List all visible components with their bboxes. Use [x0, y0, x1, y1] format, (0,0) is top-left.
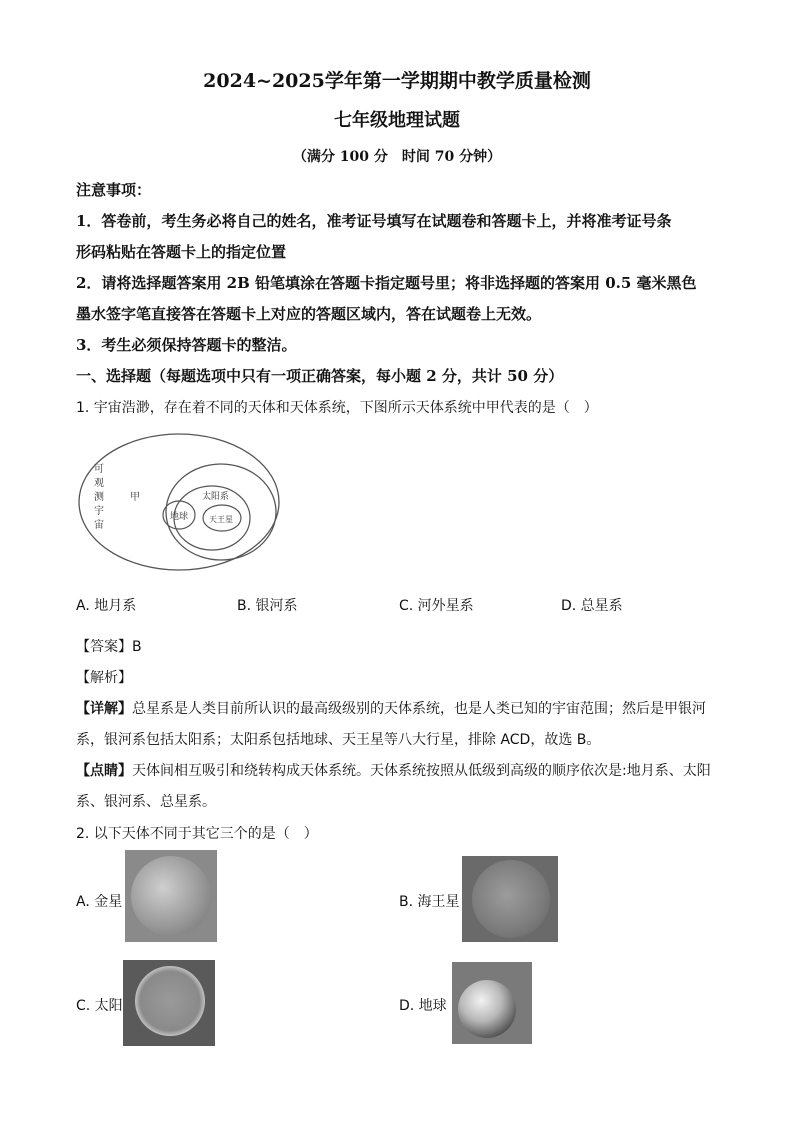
- solar-system-label: 太阳系: [202, 492, 230, 502]
- exam-title: 2024~2025学年第一学期期中教学质量检测: [203, 70, 591, 92]
- outer-label-char-5: 宙: [94, 520, 104, 531]
- outer-label-char-3: 测: [94, 492, 104, 503]
- q2-option-b: B. 海王星: [399, 894, 460, 910]
- detail-line-2: 系，银河系包括太阳系；太阳系包括地球、天王星等八大行星，排除 ACD，故选 B。: [76, 732, 601, 748]
- q1-option-a: A. 地月系: [76, 598, 137, 614]
- q1-option-d: D. 总星系: [561, 598, 623, 614]
- notice-line-2: 2．请将选择题答案用 2B 铅笔填涂在答题卡指定题号里；将非选择题的答案用 0.5 毫米黑色: [76, 274, 697, 292]
- point-line-2: 系、银河系、总星系。: [76, 794, 216, 810]
- notice-heading: 注意事项：: [76, 181, 152, 199]
- answer-label: 【答案】: [76, 639, 132, 655]
- question-1-stem: 1. 宇宙浩渺，存在着不同的天体和天体系统，下图所示天体系统中甲代表的是（ ）: [76, 400, 598, 416]
- answer-line: [76, 636, 142, 656]
- venus-disc: [131, 856, 211, 936]
- q1-option-b: B. 银河系: [237, 598, 298, 614]
- point-label: 【点睛】: [76, 763, 132, 779]
- detail-label: 【详解】: [76, 701, 132, 717]
- analysis-label: 【解析】: [76, 670, 132, 686]
- notice-line-1: 1．答卷前，考生务必将自己的姓名，准考证号填写在试题卷和答题卡上，并将准考证号条: [76, 212, 672, 230]
- uranus-label: 天王星: [209, 515, 233, 524]
- notice-line-3: 3．考生必须保持答题卡的整洁。: [76, 336, 297, 354]
- notice-line-2b: 墨水签字笔直接答在答题卡上对应的答题区域内，答在试题卷上无效。: [76, 305, 542, 323]
- neptune-photo: [462, 856, 558, 942]
- detail-text-1: 总星系是人类目前所认识的最高级级别的天体系统，也是人类已知的宇宙范围；然后是甲银河: [132, 701, 706, 717]
- venus-photo: [125, 850, 217, 942]
- outer-label-char-1: 可: [94, 464, 104, 475]
- sun-disc: [135, 966, 205, 1036]
- answer-value: B: [132, 639, 142, 655]
- q1-option-c: C. 河外星系: [399, 598, 474, 614]
- question-2-stem: 2. 以下天体不同于其它三个的是（ ）: [76, 826, 318, 842]
- earth-disc: [458, 980, 516, 1038]
- notice-line-1b: 形码粘贴在答题卡上的指定位置: [76, 243, 287, 261]
- q2-option-a: A. 金星: [76, 894, 123, 910]
- detail-line-1: [76, 698, 706, 718]
- q2-option-c: C. 太阳: [76, 998, 123, 1014]
- outer-label-char-2: 观: [94, 478, 104, 489]
- earth-label: 地球: [170, 512, 189, 522]
- celestial-system-diagram: [76, 426, 286, 586]
- section-heading: 一、选择题（每题选项中只有一项正确答案，每小题 2 分，共计 50 分）: [76, 367, 564, 385]
- neptune-disc: [472, 860, 550, 938]
- outer-label-char-4: 宇: [94, 506, 104, 517]
- jia-label: 甲: [130, 492, 140, 503]
- q2-option-d: D. 地球: [399, 998, 447, 1014]
- exam-meta: （满分 100 分 时间 70 分钟）: [292, 149, 502, 165]
- point-text-1: 天体间相互吸引和绕转构成天体系统。天体系统按照从低级到高级的顺序依次是:地月系、太阳: [132, 763, 711, 779]
- sun-photo: [123, 960, 215, 1046]
- exam-subtitle: 七年级地理试题: [334, 110, 460, 131]
- earth-photo: [452, 962, 532, 1044]
- point-line-1: [76, 760, 711, 780]
